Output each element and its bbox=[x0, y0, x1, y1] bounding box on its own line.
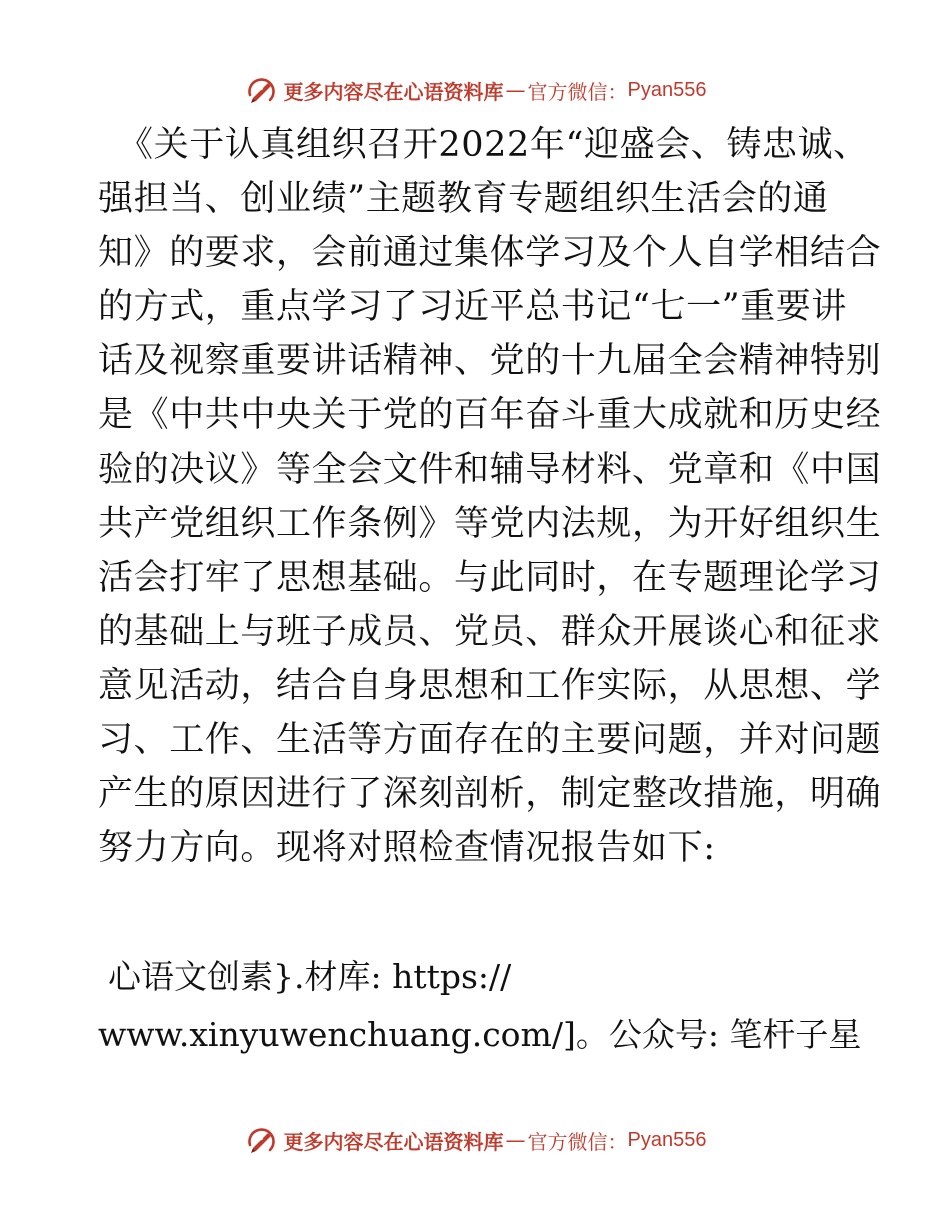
header-banner bbox=[0, 70, 950, 110]
body-paragraph bbox=[98, 118, 882, 875]
banner-wechat-label: 官方微信： bbox=[527, 79, 628, 104]
body-line: 共产党组织工作条例》等党内法规，为开好组织生 bbox=[98, 503, 882, 544]
pen-logo-icon bbox=[244, 1123, 278, 1157]
body-line: 《关于认真组织召开2022年“迎盛会、铸忠诚、 bbox=[118, 125, 869, 165]
body-line: 努力方向。现将对照检查情况报告如下: bbox=[98, 828, 716, 869]
body-line: 的基础上与班子成员、党员、群众开展谈心和征求 bbox=[98, 611, 882, 652]
source-line-1: 心语文创素}.材库: https:// bbox=[108, 957, 512, 996]
footer-banner bbox=[0, 1120, 950, 1160]
body-line: 强担当、创业绩”主题教育专题组织生活会的通 bbox=[98, 179, 829, 220]
banner-wechat-id: Pyan556 bbox=[627, 1128, 707, 1151]
pen-logo-icon bbox=[244, 73, 278, 107]
body-line: 意见活动，结合自身思想和工作实际，从思想、学 bbox=[98, 665, 882, 706]
banner-slogan: 更多内容尽在心语资料库 bbox=[283, 1129, 504, 1154]
body-line: 是《中共中央关于党的百年奋斗重大成就和历史经 bbox=[98, 395, 882, 436]
body-line: 知》的要求，会前通过集体学习及个人自学相结合 bbox=[98, 233, 882, 274]
banner-slogan: 更多内容尽在心语资料库 bbox=[283, 79, 504, 104]
body-line: 话及视察重要讲话精神、党的十九届全会精神特别 bbox=[98, 341, 882, 382]
source-line-2: www.xinyuwenchuang.com/]。公众号: 笔杆子星 bbox=[98, 1015, 862, 1054]
body-line: 的方式，重点学习了习近平总书记“七一”重要讲 bbox=[98, 287, 847, 328]
banner-wechat-id: Pyan556 bbox=[627, 78, 707, 101]
body-line: 活会打牢了思想基础。与此同时，在专题理论学习 bbox=[98, 557, 882, 598]
body-line: 习、工作、生活等方面存在的主要问题，并对问题 bbox=[98, 720, 882, 761]
body-line: 产生的原因进行了深刻剖析，制定整改措施，明确 bbox=[98, 774, 882, 815]
banner-separator: — bbox=[505, 1128, 526, 1152]
banner-wechat-label: 官方微信： bbox=[527, 1129, 628, 1154]
banner-separator: — bbox=[505, 78, 526, 102]
source-note bbox=[98, 948, 862, 1064]
body-line: 验的决议》等全会文件和辅导材料、党章和《中国 bbox=[98, 449, 882, 490]
